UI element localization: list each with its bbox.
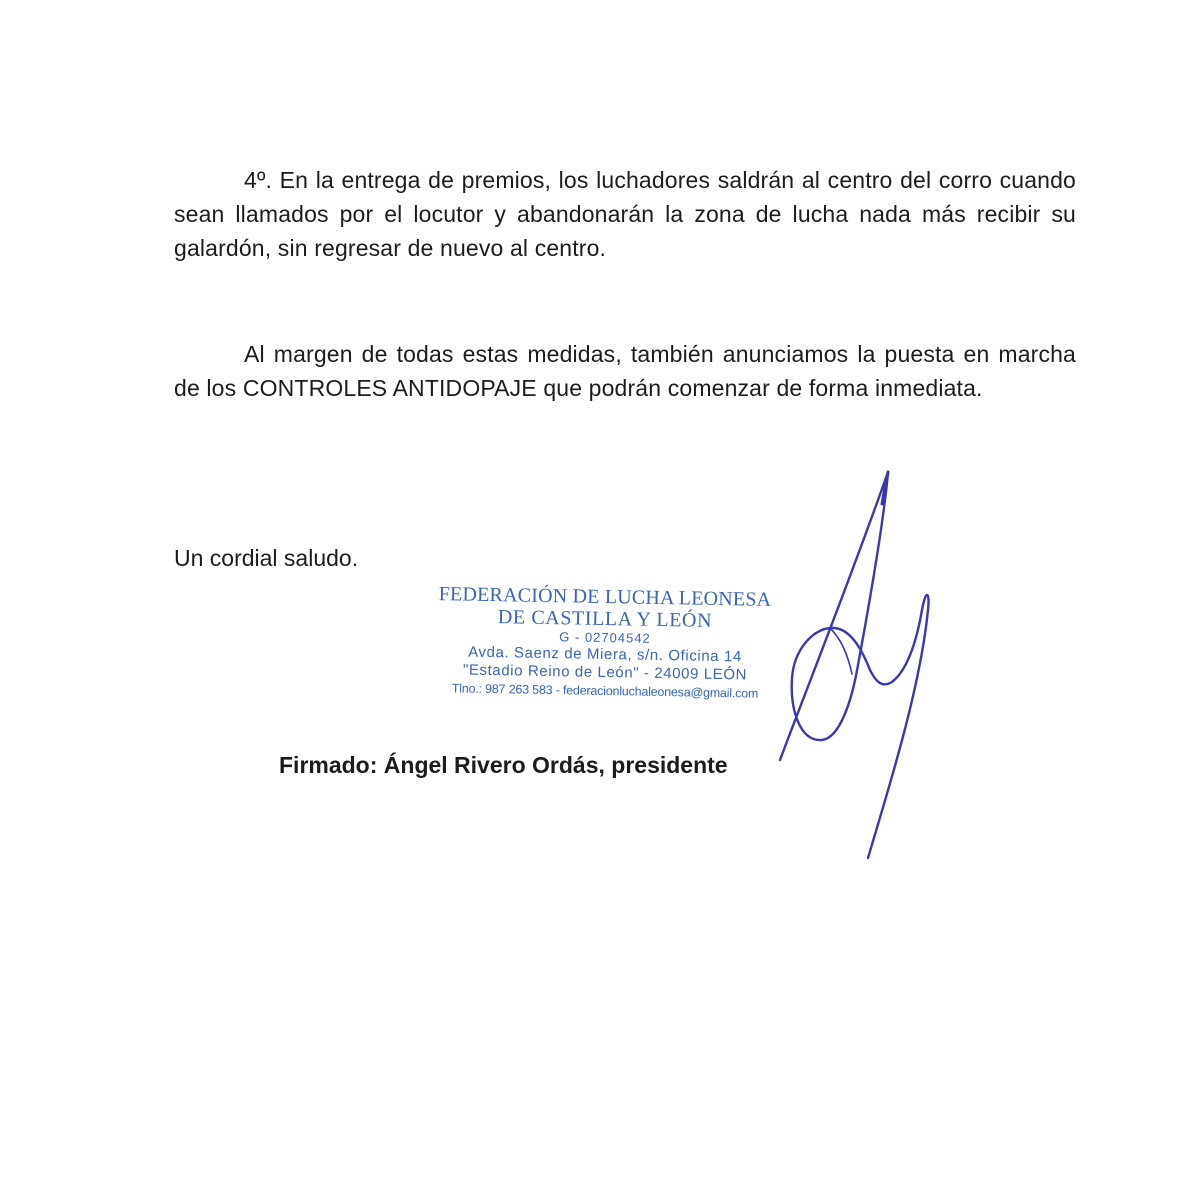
- signatory-line: Firmado: Ángel Rivero Ordás, presidente: [279, 752, 728, 778]
- handwritten-signature: [770, 460, 950, 870]
- stamp-line-region: DE CASTILLA Y LEÓN: [497, 606, 713, 632]
- stamp-line-stadium: "Estadio Reino de León" - 24009 LEÓN: [462, 661, 748, 684]
- paragraph-award-ceremony-text: 4º. En la entrega de premios, los luchadores saldrán al centro del corro cuando sean llamados por el locutor y abandonarán la zona de lucha nada más recibir su galardón, sin regresar de nuevo al centro.: [174, 167, 1076, 261]
- signature-stroke-main: [780, 472, 929, 858]
- paragraph-award-ceremony: [174, 163, 1076, 265]
- paragraph-antidoping: [174, 337, 1076, 405]
- stamp-line-address: Avda. Saenz de Miera, s/n. Oficina 14: [468, 643, 742, 666]
- closing-greeting: Un cordial saludo.: [174, 545, 359, 571]
- stamp-line-contact: Tlno.: 987 263 583 - federacionluchaleonesa@gmail.com: [451, 681, 759, 701]
- federation-stamp: [430, 583, 780, 701]
- stamp-line-federation: FEDERACIÓN DE LUCHA LEONESA: [438, 583, 772, 611]
- paragraph-antidoping-text: Al margen de todas estas medidas, también anunciamos la puesta en marcha de los CONTROLES ANTIDOPAJE que podrán comenzar de forma inmediata.: [174, 341, 1076, 401]
- stamp-line-tax-id: G - 02704542: [559, 629, 651, 646]
